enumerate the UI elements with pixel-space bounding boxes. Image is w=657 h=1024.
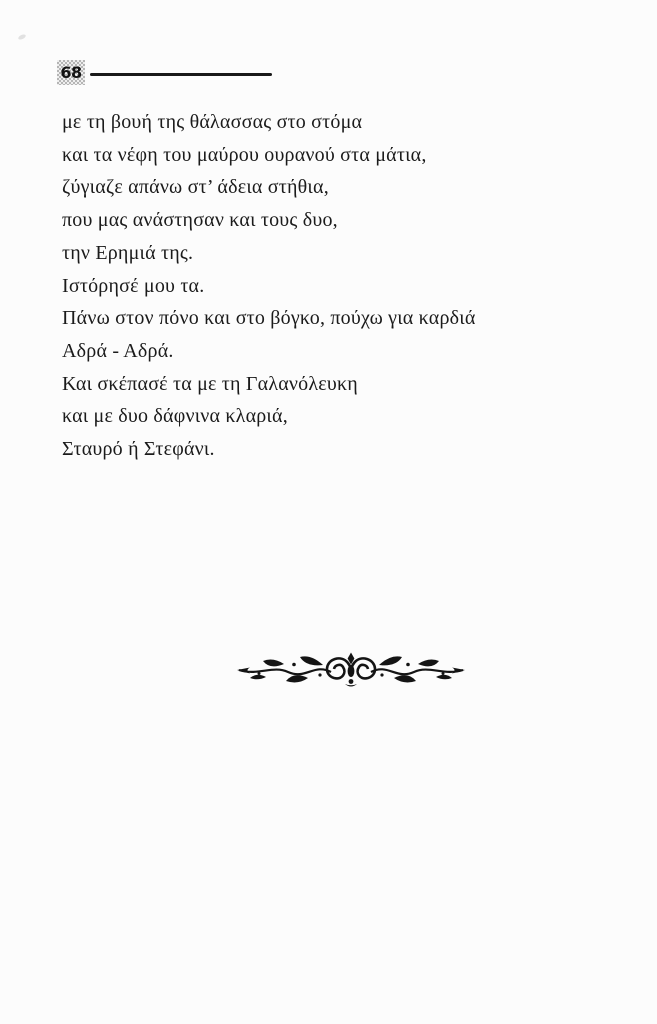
page-number: 68 <box>60 63 82 82</box>
poem-line: Σταυρό ή Στεφάνι. <box>62 438 215 461</box>
poem-line: Και σκέπασέ τα με τη Γαλανόλευκη <box>62 372 358 395</box>
decorative-flourish-icon <box>236 651 466 693</box>
poem-text-block <box>62 106 522 466</box>
poem-line: Πάνω στον πόνο και στο βόγκο, πούχω για καρδιά <box>62 307 476 330</box>
flourish-center <box>345 653 357 687</box>
poem-line: με τη βουή της θάλασσας στο στόμα <box>62 111 363 133</box>
poem-line: και με δυο δάφνινα κλαριά, <box>62 405 288 428</box>
poem-line: που μας ανάστησαν και τους δυο, <box>62 209 338 232</box>
poem-line: Ιστόρησέ μου τα. <box>62 274 205 297</box>
scan-speck <box>18 33 27 40</box>
poem-line: και τα νέφη του μαύρου ουρανού στα μάτια, <box>62 143 427 166</box>
poem-line: την Ερημιά της. <box>62 241 194 264</box>
page-number-badge <box>57 60 85 85</box>
header-rule <box>90 73 272 76</box>
poem-line: ζύγιαζε απάνω στ’ άδεια στήθια, <box>62 176 329 199</box>
poem-line: Αδρά - Αδρά. <box>62 339 174 362</box>
